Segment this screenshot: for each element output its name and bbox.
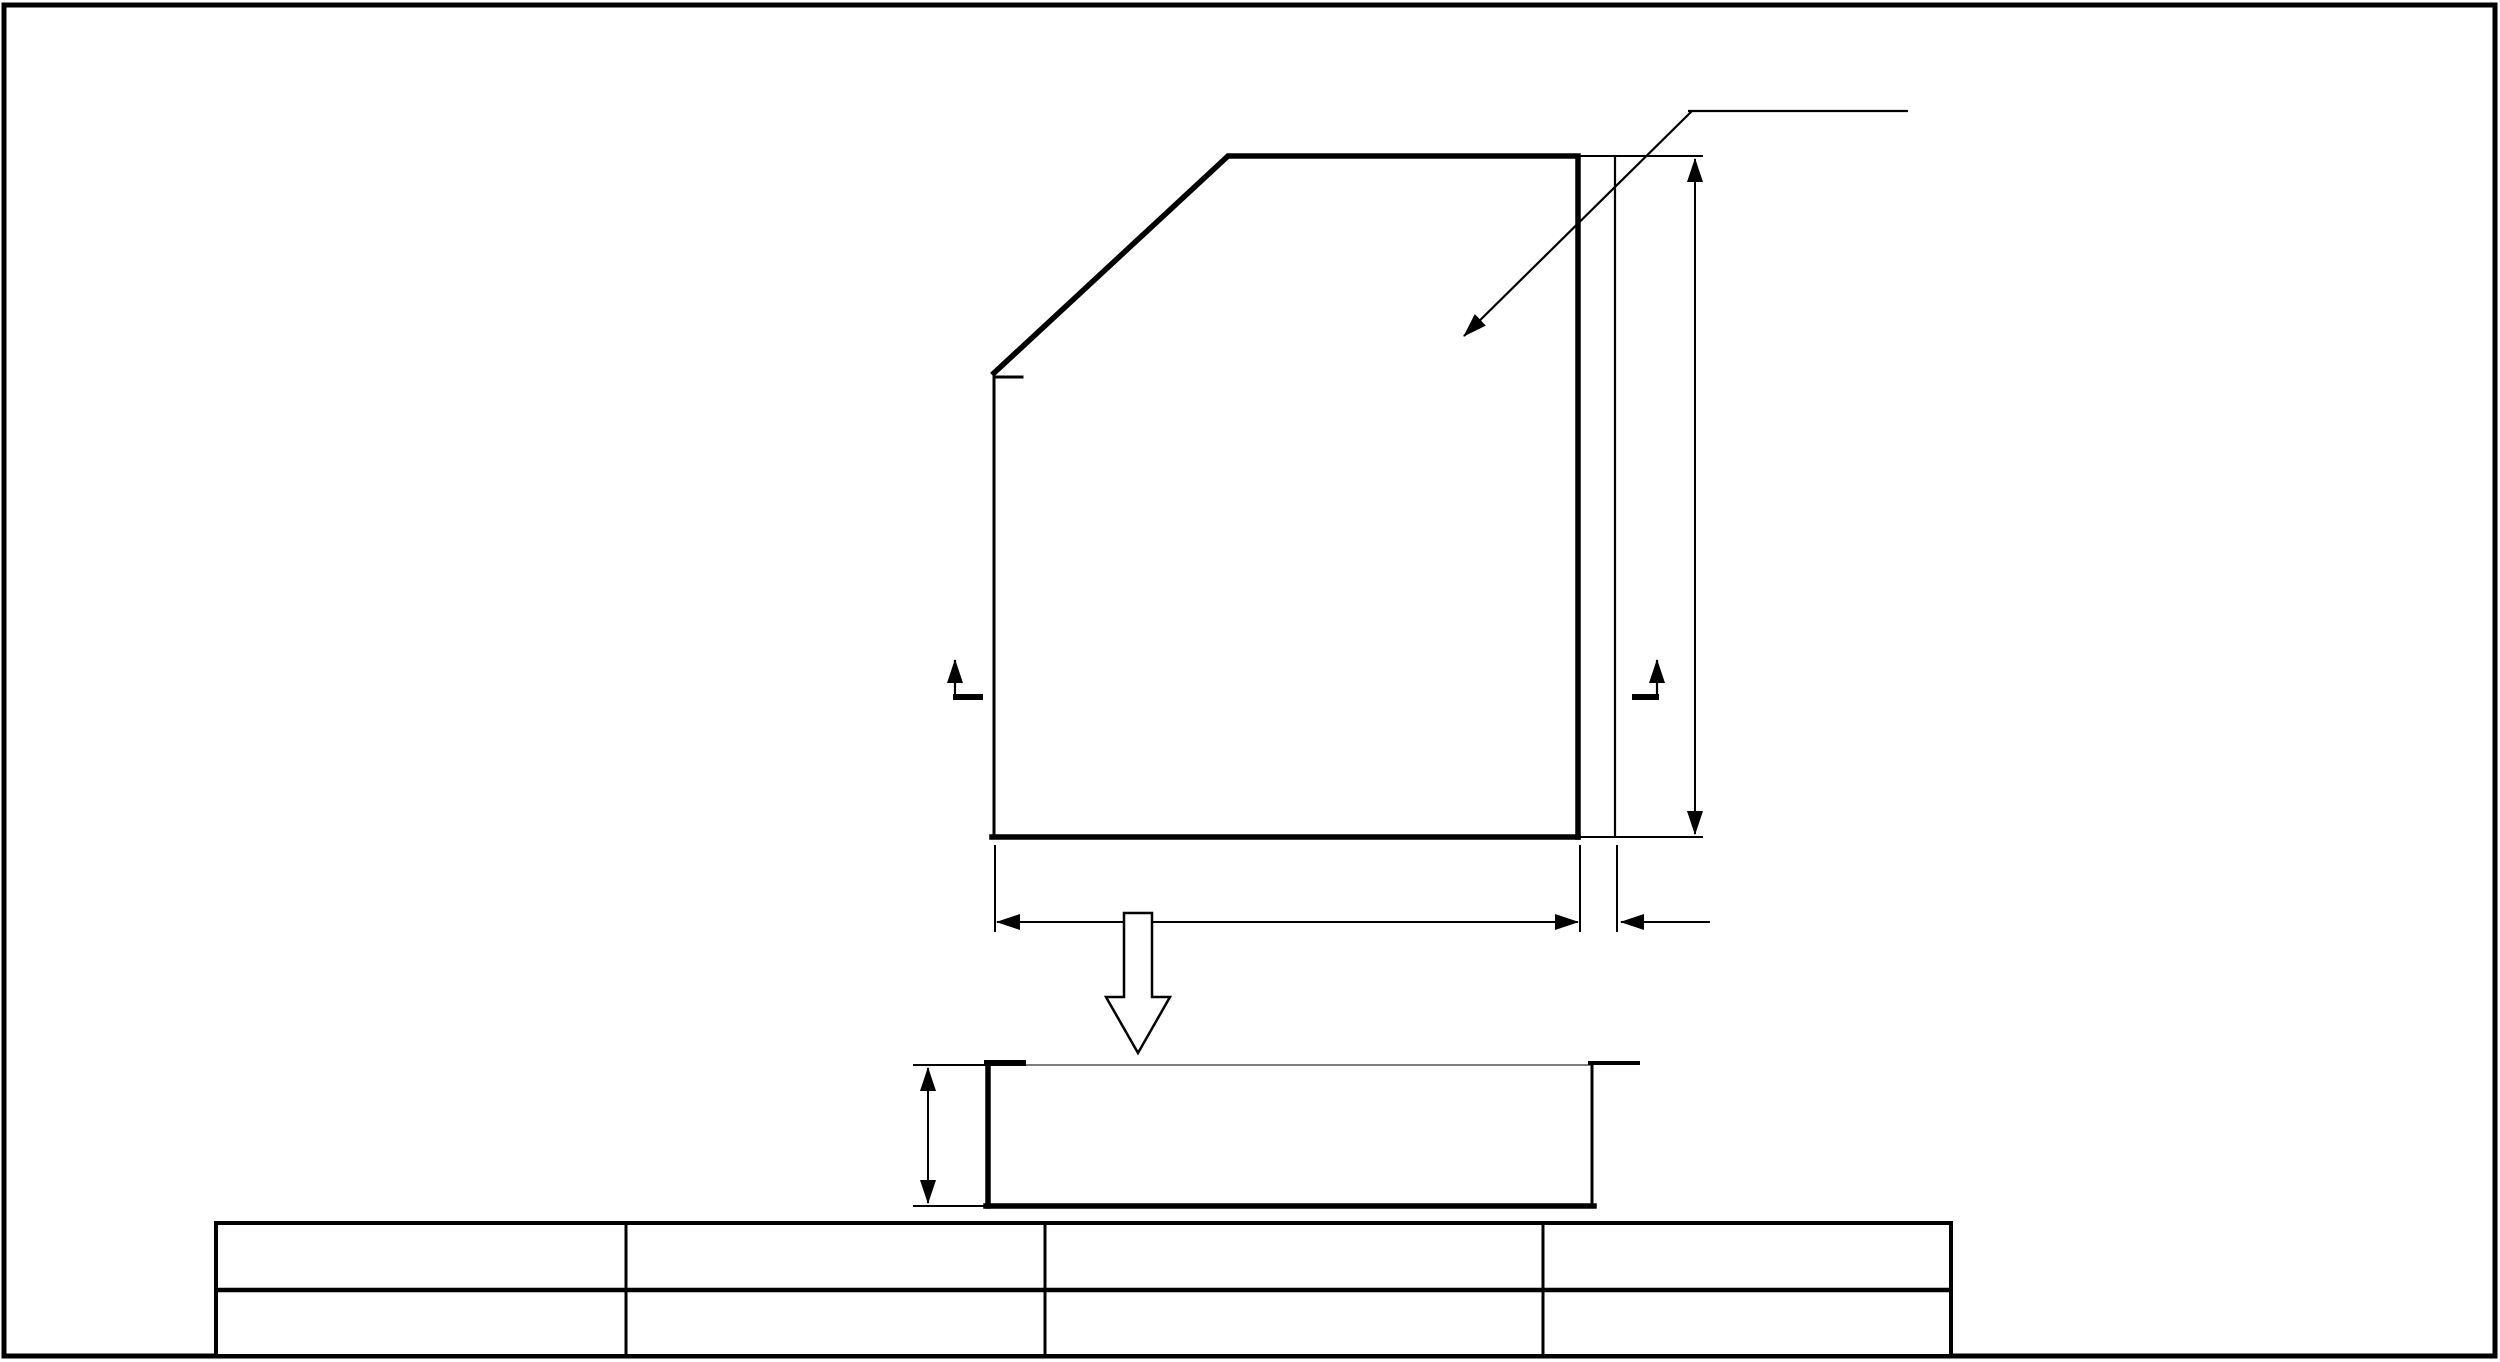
material-callout bbox=[1464, 111, 1908, 336]
airflow-arrow-icon bbox=[1106, 913, 1170, 1053]
airflow-indicator bbox=[1106, 913, 1170, 1053]
filter-outline bbox=[994, 156, 1578, 837]
filter-section-view bbox=[913, 1063, 1640, 1206]
section-marker-left bbox=[953, 660, 983, 697]
section-extension-lines bbox=[913, 1065, 986, 1206]
page-border bbox=[4, 5, 2495, 1356]
filter-top-view bbox=[992, 156, 1703, 932]
title-block bbox=[216, 1223, 1951, 1356]
section-marker-right bbox=[1632, 660, 1659, 697]
